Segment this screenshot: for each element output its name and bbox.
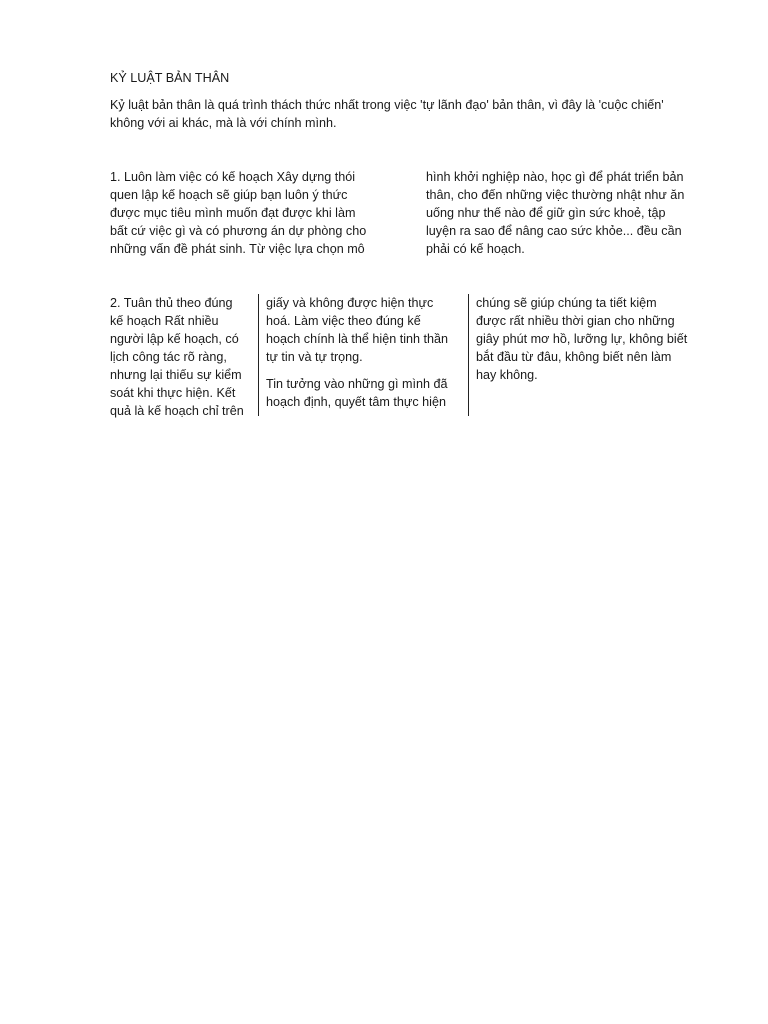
text-line: hay không. <box>476 368 538 382</box>
text-line: tự tin và tự trọng. <box>266 350 363 364</box>
text-line: giây phút mơ hồ, lưỡng lự, không biết <box>476 332 688 346</box>
text-line: bắt đầu từ đâu, không biết nên làm <box>476 350 672 364</box>
text-line: chúng sẽ giúp chúng ta tiết kiệm <box>476 296 657 310</box>
column2-paragraph-1 <box>266 294 464 366</box>
section1-left-column <box>110 168 390 258</box>
document-title: KỶ LUẬT BẢN THÂN <box>110 71 230 85</box>
intro-line: Kỷ luật bản thân là quá trình thách thức nhất trong việc 'tự lãnh đạo' bản thân, vì đây là 'cuộc chiến' <box>110 98 664 112</box>
text-line: giấy và không được hiện thực <box>266 296 434 310</box>
intro-line: không với ai khác, mà là với chính mình. <box>110 116 337 130</box>
text-line: phải có kế hoạch. <box>426 242 525 256</box>
text-line: lịch công tác rõ ràng, <box>110 350 227 364</box>
text-line: người lập kế hoạch, có <box>110 332 239 346</box>
section1-right-column <box>426 168 716 258</box>
text-line: hình khởi nghiệp nào, học gì để phát triển bản <box>426 170 684 184</box>
column-divider <box>258 294 259 416</box>
column2-paragraph-2 <box>266 375 464 411</box>
text-line: quen lập kế hoạch sẽ giúp bạn luôn ý thức <box>110 188 348 202</box>
text-line: 2. Tuân thủ theo đúng <box>110 296 233 310</box>
text-line: nhưng lại thiếu sự kiểm <box>110 368 242 382</box>
section2-column-1 <box>110 294 255 420</box>
text-line: luyện ra sao để nâng cao sức khỏe... đều cần <box>426 224 682 238</box>
text-line: hoá. Làm việc theo đúng kế <box>266 314 421 328</box>
text-line: những vấn đề phát sinh. Từ việc lựa chọn mô <box>110 242 365 256</box>
text-line: uống như thế nào để giữ gìn sức khoẻ, tập <box>426 206 666 220</box>
text-line: hoạch định, quyết tâm thực hiện <box>266 395 446 409</box>
column-divider <box>468 294 469 416</box>
text-line: được rất nhiều thời gian cho những <box>476 314 675 328</box>
section2-column-3 <box>476 294 706 384</box>
text-line: quả là kế hoạch chỉ trên <box>110 404 244 418</box>
text-line: kế hoạch Rất nhiều <box>110 314 219 328</box>
text-line: bất cứ việc gì và có phương án dự phòng cho <box>110 224 367 238</box>
intro-paragraph <box>110 96 710 132</box>
text-line: Tin tưởng vào những gì mình đã <box>266 377 448 391</box>
text-line: thân, cho đến những việc thường nhật như ăn <box>426 188 685 202</box>
text-line: soát khi thực hiện. Kết <box>110 386 236 400</box>
text-line: hoạch chính là thể hiện tinh thần <box>266 332 449 346</box>
text-line: 1. Luôn làm việc có kế hoạch Xây dựng thói <box>110 170 356 184</box>
text-line: được mục tiêu mình muốn đạt được khi làm <box>110 206 356 220</box>
section2-column-2 <box>266 294 464 411</box>
